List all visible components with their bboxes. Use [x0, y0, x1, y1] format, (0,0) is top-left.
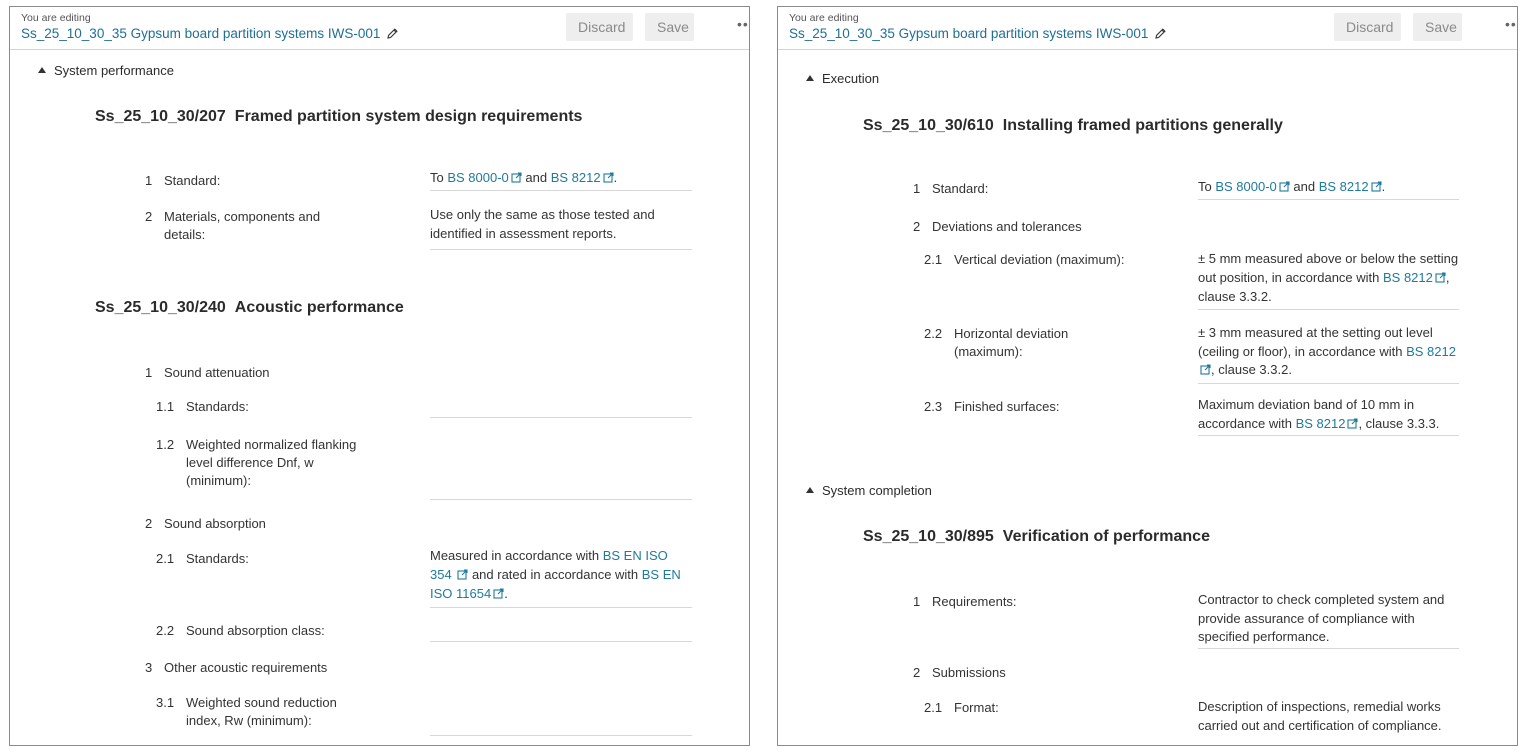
editing-label: You are editing	[21, 12, 91, 24]
item-label: Weighted sound reduction index, Rw (minimum):	[186, 695, 337, 728]
section-label[interactable]: Execution	[822, 71, 880, 86]
clause-item	[924, 398, 1164, 418]
value-text: To	[1198, 179, 1216, 194]
clause-title: Installing framed partitions generally	[1002, 117, 1283, 134]
link-text[interactable]: BS EN ISO 354	[430, 548, 668, 582]
clause-item	[913, 180, 1113, 200]
collapse-triangle-icon[interactable]	[806, 487, 814, 493]
item-value	[430, 547, 692, 608]
value-text: , clause 3.3.2.	[1198, 269, 1450, 304]
standard-link[interactable]	[447, 170, 521, 185]
clause-number: Ss_25_10_30/207	[95, 108, 226, 125]
item-number: 3.1	[156, 695, 175, 710]
collapse-triangle-icon[interactable]	[806, 75, 814, 81]
value-text: .	[1381, 179, 1386, 194]
item-label: Sound absorption class:	[186, 623, 325, 638]
external-link-icon[interactable]	[493, 586, 504, 605]
item-value[interactable]: Description of inspections, remedial works carried out and certification of compliance.	[1198, 699, 1442, 733]
item-label: Standard:	[164, 173, 221, 188]
clause-item	[924, 251, 1164, 271]
item-label: Finished surfaces:	[954, 399, 1060, 414]
item-number: 2.1	[156, 551, 175, 566]
section-toggle-execution[interactable]	[806, 71, 879, 86]
clause-item	[924, 325, 1164, 365]
clause-item	[156, 436, 386, 496]
clause-number: Ss_25_10_30/895	[863, 528, 994, 545]
clause-item	[145, 364, 395, 384]
item-label: Sound absorption	[164, 516, 266, 531]
clause-heading-610	[863, 117, 1283, 135]
section-toggle-system-completion[interactable]	[806, 483, 932, 498]
item-number: 2.2	[156, 623, 175, 638]
document-title-text[interactable]: Ss_25_10_30_35 Gypsum board partition systems IWS-001	[21, 26, 381, 41]
more-options-icon[interactable]: ••	[1505, 16, 1517, 32]
section-label[interactable]: System performance	[54, 63, 174, 78]
clause-item	[145, 515, 395, 535]
item-label: Format:	[954, 700, 999, 715]
value-text: and	[1289, 179, 1319, 194]
item-number: 2.1	[924, 252, 943, 267]
item-value	[1198, 178, 1459, 200]
clause-item	[156, 622, 406, 642]
item-number: 1.2	[156, 437, 175, 452]
standard-link[interactable]	[1215, 179, 1289, 194]
standard-link[interactable]	[1319, 179, 1382, 194]
clause-item	[156, 694, 386, 734]
external-link-icon[interactable]	[511, 170, 522, 189]
pencil-icon[interactable]	[1154, 27, 1167, 43]
item-number: 2	[913, 219, 921, 234]
clause-item	[145, 659, 405, 679]
item-number: 2	[145, 516, 153, 531]
external-link-icon[interactable]	[1435, 270, 1446, 289]
item-number: 2.1	[924, 700, 943, 715]
link-text[interactable]: BS 8212	[1383, 269, 1433, 285]
clause-item	[913, 593, 1113, 613]
item-label: Submissions	[932, 665, 1006, 680]
item-number: 1	[913, 594, 921, 609]
standard-link[interactable]	[1383, 270, 1446, 285]
clause-item	[145, 208, 345, 248]
discard-button[interactable]: Discard	[566, 13, 633, 41]
section-label[interactable]: System completion	[822, 483, 932, 498]
link-text[interactable]: BS 8212	[1406, 343, 1456, 359]
clause-title: Framed partition system design requirements	[234, 108, 583, 125]
editor-header	[10, 7, 749, 50]
collapse-triangle-icon[interactable]	[38, 67, 46, 73]
link-text[interactable]: BS EN ISO 11654	[430, 566, 681, 601]
item-label: Standards:	[186, 399, 249, 414]
item-number: 1	[145, 365, 153, 380]
item-label: Weighted normalized flanking level difference Dnf, w (minimum):	[186, 437, 357, 488]
item-value	[1198, 250, 1459, 310]
item-number: 2.3	[924, 399, 943, 414]
value-text: Measured in accordance with	[430, 548, 603, 563]
discard-button[interactable]: Discard	[1334, 13, 1401, 41]
item-number: 2	[913, 665, 921, 680]
clause-title: Acoustic performance	[234, 299, 404, 316]
pencil-icon[interactable]	[386, 27, 399, 43]
clause-heading-207	[95, 108, 582, 126]
item-label: Materials, components and details:	[164, 209, 321, 242]
item-number: 1	[913, 181, 921, 196]
clause-item	[924, 699, 1124, 719]
value-text: ± 5 mm measured above or below the setting out position, in accordance with	[1198, 251, 1459, 285]
editor-header	[778, 7, 1517, 50]
item-number: 3	[145, 660, 153, 675]
clause-number: Ss_25_10_30/240	[95, 299, 226, 316]
value-text: To	[430, 170, 448, 185]
value-text: , clause 3.3.3.	[1358, 415, 1440, 431]
item-value[interactable]: Use only the same as those tested and identified in assessment reports.	[430, 206, 692, 250]
item-label: Requirements:	[932, 594, 1017, 609]
item-value	[1198, 324, 1459, 384]
document-title[interactable]	[21, 26, 399, 43]
item-value-empty[interactable]	[430, 623, 692, 642]
item-value[interactable]: Contractor to check completed system and provide assurance of compliance with specified performance.	[1198, 591, 1459, 649]
external-link-icon[interactable]	[1200, 362, 1211, 381]
item-label: Other acoustic requirements	[164, 660, 328, 675]
clause-item	[156, 550, 386, 570]
item-value	[1198, 396, 1459, 436]
document-title[interactable]	[789, 26, 1167, 43]
save-button[interactable]: Save	[1413, 13, 1462, 41]
item-number: 2.2	[924, 326, 943, 341]
external-link-icon[interactable]	[457, 567, 468, 586]
clause-number: Ss_25_10_30/610	[863, 117, 994, 134]
editor-panel-left	[9, 6, 750, 746]
item-label: Sound attenuation	[164, 365, 270, 380]
value-text: ± 3 mm measured at the setting out level (ceiling or floor), in accordance with	[1198, 325, 1433, 359]
document-title-text[interactable]: Ss_25_10_30_35 Gypsum board partition systems IWS-001	[789, 26, 1149, 41]
external-link-icon[interactable]	[1371, 179, 1382, 198]
clause-item	[145, 172, 345, 192]
save-button[interactable]: Save	[645, 13, 694, 41]
clause-item	[913, 218, 1173, 238]
item-label: Standards:	[186, 551, 249, 566]
item-label: Deviations and tolerances	[932, 219, 1082, 234]
item-number: 1.1	[156, 399, 175, 414]
link-text[interactable]: BS 8212	[1318, 179, 1369, 194]
item-value-empty[interactable]	[430, 477, 692, 500]
section-toggle-system-performance[interactable]	[38, 63, 174, 78]
standard-link[interactable]	[551, 170, 614, 185]
link-text[interactable]: BS 8000-0	[447, 170, 509, 185]
link-text[interactable]: BS 8000-0	[1215, 179, 1277, 194]
clause-heading-240	[95, 299, 404, 317]
clause-title: Verification of performance	[1002, 528, 1210, 545]
item-label: Standard:	[932, 181, 989, 196]
editor-panel-right	[777, 6, 1518, 746]
value-text: and	[521, 170, 551, 185]
item-label: Vertical deviation (maximum):	[954, 252, 1125, 267]
clause-heading-895	[863, 528, 1210, 546]
link-text[interactable]: BS 8212	[550, 170, 601, 185]
item-label: Horizontal deviation (maximum):	[954, 326, 1069, 359]
item-number: 2	[145, 209, 153, 224]
external-link-icon[interactable]	[1347, 416, 1358, 435]
value-text: , clause 3.3.2.	[1211, 362, 1292, 377]
item-number: 1	[145, 173, 153, 188]
item-value-empty[interactable]	[430, 717, 692, 736]
external-link-icon[interactable]	[603, 170, 614, 189]
value-text: Maximum deviation band of 10 mm in accordance with	[1198, 397, 1415, 431]
value-text: and rated in accordance with	[468, 566, 642, 582]
link-text[interactable]: BS 8212	[1295, 415, 1346, 431]
item-value	[430, 169, 692, 191]
item-value-empty[interactable]	[430, 399, 692, 418]
value-text: .	[504, 586, 508, 601]
value-text: .	[613, 170, 618, 185]
more-options-icon[interactable]: ••	[737, 16, 749, 32]
external-link-icon[interactable]	[1279, 179, 1290, 198]
clause-item	[913, 664, 1113, 684]
clause-item	[156, 398, 386, 418]
standard-link[interactable]	[1296, 416, 1359, 431]
editing-label: You are editing	[789, 12, 859, 24]
